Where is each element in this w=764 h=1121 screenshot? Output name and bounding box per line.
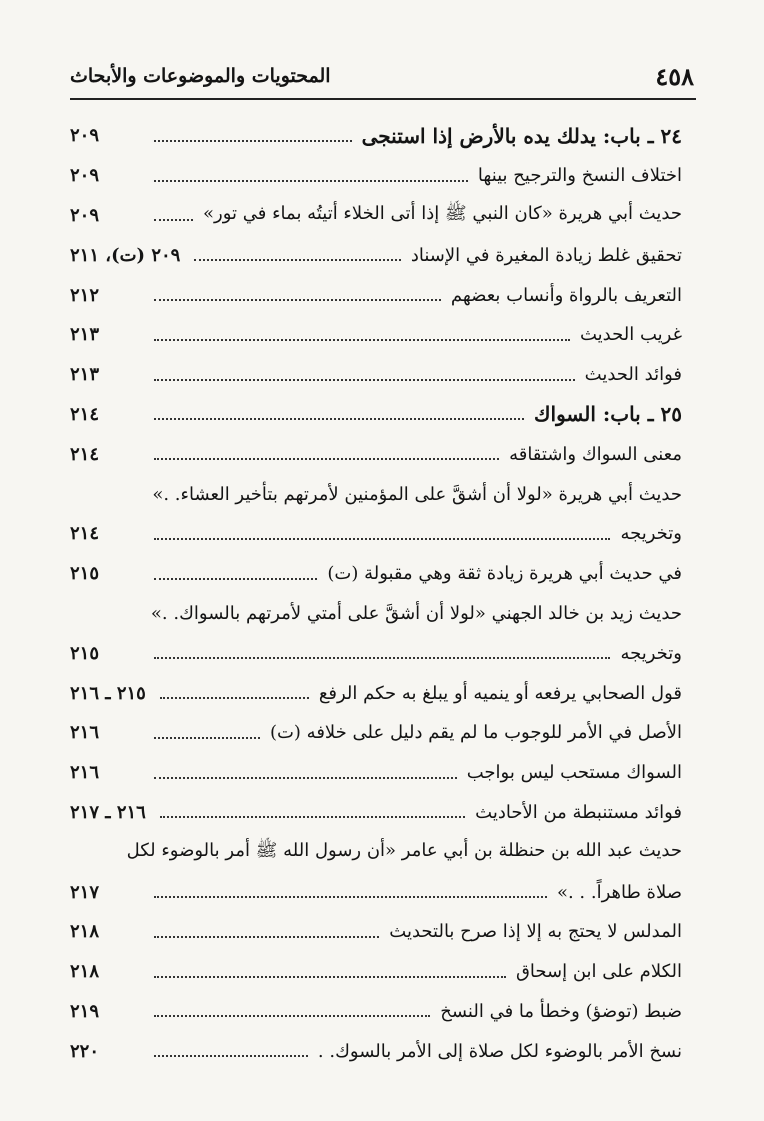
dot-leader — [154, 777, 457, 779]
toc-entry — [70, 793, 682, 833]
toc-entry-title: حديث أبي هريرة «كان النبي ﷺ إذا أتى الخلاء أتيتُه بماء في تور» — [203, 203, 682, 225]
toc-entry-title-cont: صلاة طاهراً. . .» — [556, 881, 682, 903]
dot-leader — [154, 976, 506, 978]
toc-entry-title: نسخ الأمر بالوضوء لكل صلاة إلى الأمر بالسوك. . — [317, 1040, 682, 1062]
dot-leader — [154, 896, 547, 898]
dot-leader — [154, 737, 260, 739]
toc-entry-pages: ٢١٨ — [70, 921, 100, 943]
toc-entry-pages: ٢١٦ — [70, 722, 100, 744]
toc-entry-title: ضبط (توضؤ) وخطأ ما في النسخ — [440, 1000, 682, 1022]
toc-entry — [70, 554, 682, 594]
toc-entry-title-cont: وتخريجه — [620, 642, 682, 664]
toc-entry-pages: ٢٠٩ — [70, 204, 100, 226]
toc-entry — [70, 673, 682, 713]
toc-entry-continuation — [70, 514, 682, 554]
toc-entry-pages: ٢١٤ — [70, 403, 100, 425]
toc-entry-pages: ٢١٣ — [70, 324, 100, 346]
toc-entry-title: حديث زيد بن خالد الجهني «لولا أن أشقَّ على أمتي لأمرتهم بالسواك. .» — [150, 602, 682, 624]
dot-leader — [154, 299, 441, 301]
toc-entry-title: ٢٤ ـ باب: يدلك يده بالأرض إذا استنجى — [361, 123, 682, 148]
dot-leader — [154, 578, 317, 580]
toc-entry-title: في حديث أبي هريرة زيادة ثقة وهي مقبولة (ت) — [327, 563, 682, 585]
toc-entry-pages: ٢١٥ — [70, 642, 100, 664]
dot-leader — [154, 458, 499, 460]
toc-entry-pages: ٢١٥ — [70, 563, 100, 585]
toc-entry-title: المدلس لا يحتج به إلا إذا صرح بالتحديث — [389, 921, 682, 943]
toc-entry — [70, 275, 682, 315]
toc-chapter-entry — [70, 116, 682, 156]
toc-entry-title: الكلام على ابن إسحاق — [515, 961, 682, 983]
running-title: المحتويات والموضوعات والأبحاث — [70, 65, 331, 87]
toc-entry-title: غريب الحديث — [580, 324, 682, 346]
toc-entry — [70, 156, 682, 196]
toc-entry-pages: ٢١٨ — [70, 961, 100, 983]
toc-entry — [70, 474, 682, 554]
dot-leader — [154, 219, 193, 221]
dot-leader — [154, 180, 468, 182]
toc-entry-title: التعريف بالرواة وأنساب بعضهم — [450, 284, 682, 306]
toc-entry — [70, 952, 682, 992]
toc-entry — [70, 753, 682, 793]
toc-entry — [70, 713, 682, 753]
toc-entry-title-cont: وتخريجه — [620, 523, 682, 545]
page-header — [70, 56, 694, 96]
toc-entry — [70, 434, 682, 474]
toc-entry-title: تحقيق غلط زيادة المغيرة في الإسناد — [410, 244, 682, 266]
dot-leader — [154, 1015, 430, 1017]
toc-entry-pages: ٢١٢ — [70, 284, 100, 306]
toc-entry-pages: ٢١٤ — [70, 523, 100, 545]
toc-chapter-entry — [70, 395, 682, 435]
dot-leader — [154, 657, 610, 659]
toc-entry-pages: ٢٢٠ — [70, 1040, 100, 1062]
dot-leader — [154, 140, 352, 142]
toc-entry-title: السواك مستحب ليس بواجب — [466, 762, 682, 784]
toc-entry-title: اختلاف النسخ والترجيح بينها — [477, 165, 682, 187]
toc-entry-continuation — [70, 633, 682, 673]
toc-entry-pages: ٢٠٩ (ت)، ٢١١ — [70, 244, 181, 266]
toc-entry-title: حديث عبد الله بن حنظلة بن أبي عامر «أن رسول الله ﷺ أمر بالوضوء لكل — [126, 840, 682, 862]
toc-entry-continuation — [70, 872, 682, 912]
toc-entry-pages: ٢١٥ ـ ٢١٦ — [70, 682, 146, 704]
toc-entry-title: فوائد مستنبطة من الأحاديث — [475, 801, 682, 823]
toc-entry-pages: ٢١٦ — [70, 762, 100, 784]
toc-entry-pages: ٢٠٩ — [70, 165, 100, 187]
toc-entry-pages: ٢١٧ — [70, 881, 100, 903]
toc-entry-pages: ٢١٤ — [70, 443, 100, 465]
table-of-contents — [70, 116, 682, 1071]
toc-entry-title: معنى السواك واشتقاقه — [509, 443, 682, 465]
toc-entry — [70, 912, 682, 952]
toc-entry — [70, 235, 682, 275]
toc-entry — [70, 832, 682, 912]
toc-entry-title: قول الصحابي يرفعه أو ينميه أو يبلغ به حكم الرفع — [318, 682, 682, 704]
toc-entry-title: ٢٥ ـ باب: السواك — [534, 402, 682, 427]
dot-leader — [154, 339, 570, 341]
toc-entry — [70, 1031, 682, 1071]
dot-leader — [154, 1055, 308, 1057]
toc-entry-pages: ٢٠٩ — [70, 125, 100, 147]
toc-entry-title: فوائد الحديث — [584, 364, 682, 386]
toc-entry-pages: ٢١٣ — [70, 364, 100, 386]
page-number: ٤٥٨ — [655, 61, 694, 91]
toc-entry-pages: ٢١٦ ـ ٢١٧ — [70, 801, 146, 823]
toc-entry-title: الأصل في الأمر للوجوب ما لم يقم دليل على خلافه (ت) — [269, 722, 682, 744]
dot-leader — [160, 697, 309, 699]
dot-leader — [154, 936, 379, 938]
toc-entry — [70, 315, 682, 355]
toc-entry — [70, 355, 682, 395]
dot-leader — [154, 538, 610, 540]
dot-leader — [160, 816, 465, 818]
toc-entry — [70, 992, 682, 1032]
toc-entry — [70, 196, 682, 236]
toc-entry — [70, 594, 682, 674]
dot-leader — [154, 379, 575, 381]
toc-entry-title: حديث أبي هريرة «لولا أن أشقَّ على المؤمنين لأمرتهم بتأخير العشاء. .» — [152, 483, 682, 505]
header-rule — [70, 98, 696, 100]
dot-leader — [194, 259, 401, 261]
dot-leader — [154, 418, 524, 420]
toc-entry-pages: ٢١٩ — [70, 1000, 100, 1022]
